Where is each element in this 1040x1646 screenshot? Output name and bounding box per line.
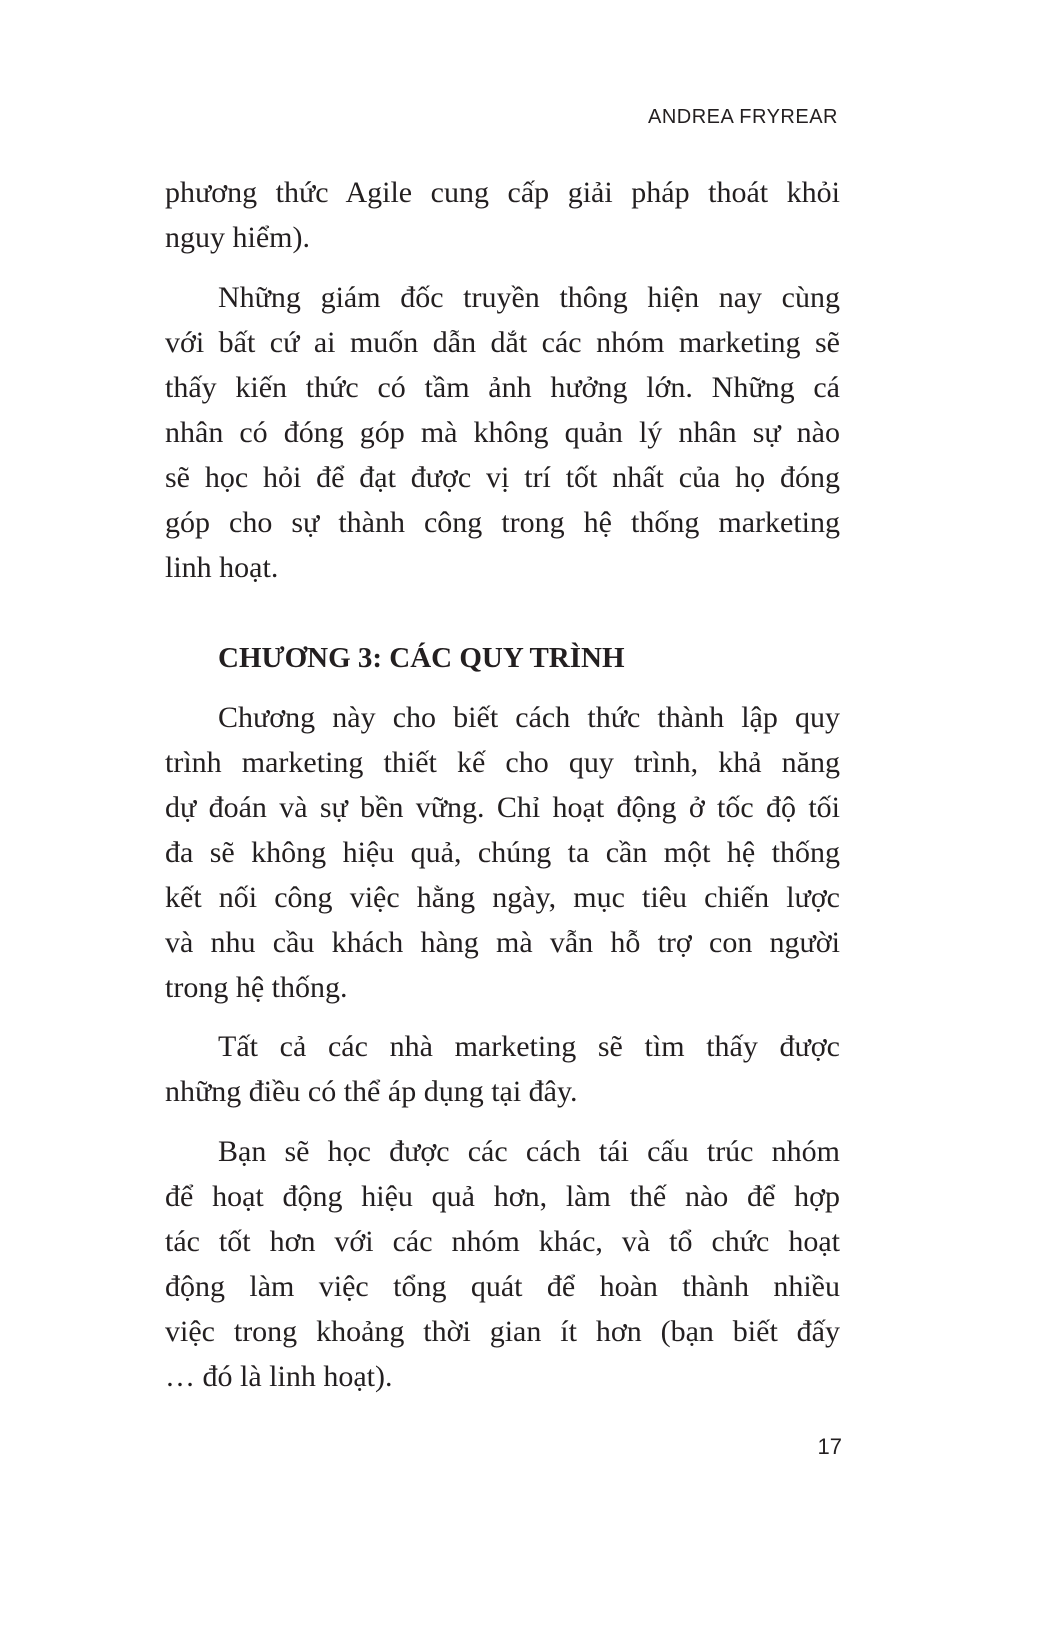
chapter-heading: CHƯƠNG 3: CÁC QUY TRÌNH <box>218 642 625 674</box>
text-line: động làm việc tổng quát để hoàn thành nhiều <box>165 1270 840 1303</box>
text-line: trình marketing thiết kế cho quy trình, khả năng <box>165 746 840 779</box>
text-line: việc trong khoảng thời gian ít hơn (bạn biết đấy <box>165 1315 840 1348</box>
text-line: thấy kiến thức có tầm ảnh hưởng lớn. Những cá <box>165 371 840 404</box>
text-line: sẽ học hỏi để đạt được vị trí tốt nhất của họ đóng <box>165 461 840 494</box>
text-line: những điều có thể áp dụng tại đây. <box>165 1075 578 1108</box>
text-line: Bạn sẽ học được các cách tái cấu trúc nhóm <box>218 1135 840 1168</box>
text-line: Những giám đốc truyền thông hiện nay cùng <box>218 281 840 314</box>
text-line: trong hệ thống. <box>165 971 348 1004</box>
text-line: Chương này cho biết cách thức thành lập quy <box>218 701 840 734</box>
paragraph-5 <box>165 1129 840 1399</box>
text-line: và nhu cầu khách hàng mà vẫn hỗ trợ con người <box>165 926 840 959</box>
text-line: tác tốt hơn với các nhóm khác, và tổ chức hoạt <box>165 1225 840 1258</box>
text-line: góp cho sự thành công trong hệ thống marketing <box>165 506 840 539</box>
text-line: để hoạt động hiệu quả hơn, làm thế nào để hợp <box>165 1180 840 1213</box>
text-line: với bất cứ ai muốn dẫn dắt các nhóm marketing sẽ <box>165 326 840 359</box>
text-line: nguy hiểm). <box>165 221 310 254</box>
text-line: dự đoán và sự bền vững. Chỉ hoạt động ở tốc độ tối <box>165 791 840 824</box>
paragraph-2 <box>165 275 840 590</box>
text-line: phương thức Agile cung cấp giải pháp thoát khỏi <box>165 176 840 209</box>
paragraph-1 <box>165 170 840 260</box>
text-line: kết nối công việc hằng ngày, mục tiêu chiến lược <box>165 881 840 914</box>
text-line: linh hoạt. <box>165 551 279 584</box>
paragraph-4 <box>165 1024 840 1114</box>
paragraph-3 <box>165 695 840 1010</box>
text-line: Tất cả các nhà marketing sẽ tìm thấy được <box>218 1030 840 1063</box>
text-line: nhân có đóng góp mà không quản lý nhân sự nào <box>165 416 840 449</box>
page-number: 17 <box>817 1434 842 1459</box>
text-line: đa sẽ không hiệu quả, chúng ta cần một hệ thống <box>165 836 840 869</box>
text-line: … đó là linh hoạt). <box>165 1360 393 1393</box>
running-header: ANDREA FRYREAR <box>647 106 838 128</box>
